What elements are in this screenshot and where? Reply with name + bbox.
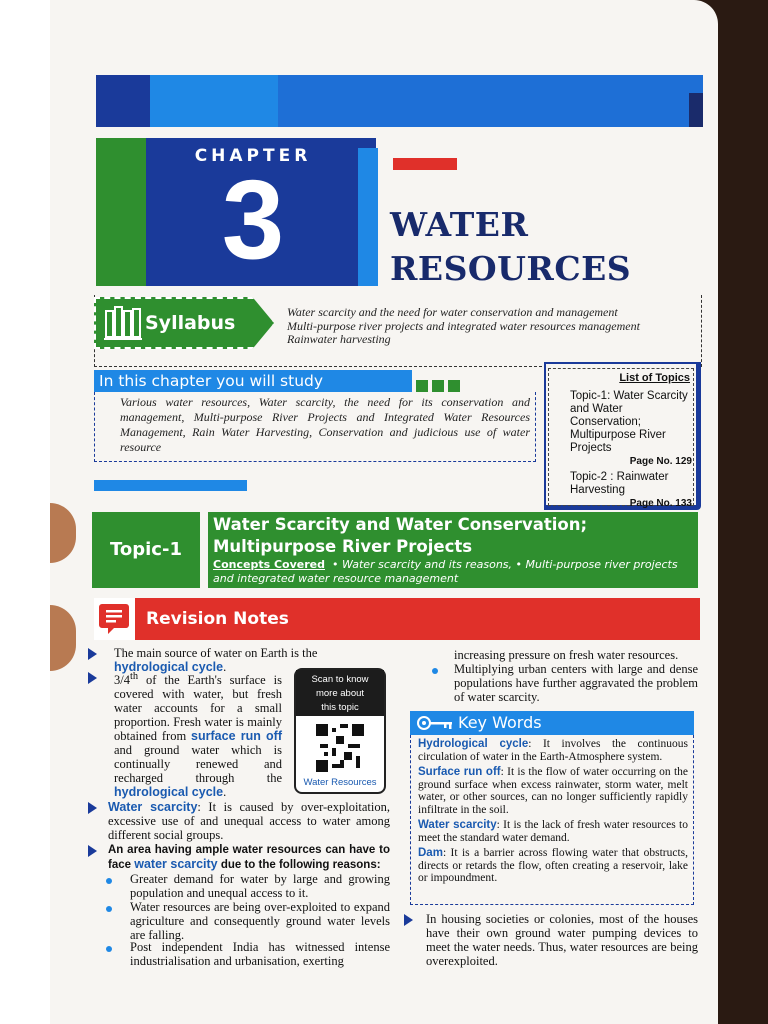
keyword: Water scarcity: [108, 800, 198, 814]
qr-heading: [296, 670, 384, 716]
topic-item-page: Page No. 133: [629, 498, 692, 509]
revision-icon-box: [94, 598, 138, 640]
qr-caption: Water Resources: [303, 777, 377, 788]
keyword-definition: : It is the lack of fresh water resources to meet the standard water demand.: [418, 819, 688, 844]
study-heading: In this chapter you will study: [94, 370, 412, 392]
keyword: water scarcity: [134, 857, 218, 871]
chapter-green-block: [96, 138, 150, 286]
syllabus-line: Rainwater harvesting: [287, 332, 391, 346]
note-text: The main source of water on Earth is the: [114, 646, 318, 660]
qr-heading-line: more about: [315, 688, 365, 699]
title-accent: [393, 158, 457, 170]
keyword-term: Hydrological cycle: [418, 738, 529, 750]
syllabus-text: [287, 306, 697, 347]
chapter-label: CHAPTER: [194, 146, 312, 166]
note-text: th: [129, 671, 139, 682]
note-last: In housing societies or colonies, most of the houses have their own ground water pumping devices to meet the water needs. Thus, water resources are being overexploited.: [426, 912, 698, 968]
keyword-entry: [418, 738, 688, 763]
study-text: Various water resources, Water scarcity, the need for its conservation and management, Multi-purpose River Projects and Integrated Water Resources Management, Rain Water Harvesting, Conservation and judicious use of water resource: [120, 395, 530, 454]
book-page: [50, 0, 718, 1024]
concepts-label: Concepts Covered: [213, 558, 325, 571]
topics-list: [570, 390, 692, 510]
keyword: hydrological cycle: [114, 785, 224, 800]
qr-heading-line: Scan to know: [311, 674, 369, 685]
keyword-term: Surface run off: [418, 766, 501, 778]
note-text: of the Earth's surface is covered with water, but fresh water accounts for a small proportion. Fresh water is mainly obtained from: [114, 673, 282, 744]
topic-label: Topic-1: [110, 539, 182, 560]
chapter-title: [390, 203, 631, 291]
books-icon: [104, 305, 142, 341]
topic-item-name: Topic-1: Water Scarcity and Water Conservation; Multipurpose River Projects: [570, 390, 688, 454]
key-icon: [416, 715, 454, 731]
keyword: surface run off: [191, 729, 283, 744]
note-continued: increasing pressure on fresh water resources.: [454, 648, 679, 662]
page-gutter: [0, 0, 50, 1024]
bullet-item: Water resources are being over-exploited to expand agriculture and consequently ground water levels are falling.: [130, 900, 390, 942]
note-text: due to the following reasons:: [220, 859, 381, 871]
qr-heading-line: this topic: [321, 702, 359, 713]
syllabus-line: Multi-purpose river projects and integrated water resources management: [287, 318, 640, 333]
note-text: : It is caused by over-exploitation, excessive use of and unequal access to water among different social groups.: [108, 800, 391, 842]
chapter-title-line1: WATER: [390, 205, 529, 244]
keyword: hydrological cycle: [114, 660, 224, 674]
keyword-definition: : It involves the continuous circulation of water in the Earth-Atmosphere system.: [418, 738, 688, 763]
bullet-item: Post independent India has witnessed intense industrialisation and urbanisation, exerting: [130, 940, 390, 968]
syllabus-label: Syllabus: [145, 312, 236, 334]
keyword-term: Dam: [418, 847, 443, 859]
keyword-definition: : It is the flow of water occurring on the ground surface when excess rainwater, storm water, melt water, or other sources, can no longer sufficiently rapidly infiltrate in the soil.: [418, 766, 688, 816]
note-text: An area having ample water resources can have to face: [108, 844, 390, 871]
chapter-blue-strip: [358, 148, 378, 286]
note-1: The main source of water on Earth is the hydrological cycle.: [114, 646, 318, 674]
topics-list-title: List of Topics: [619, 372, 690, 384]
keyword-entry: [418, 847, 688, 885]
qr-code-icon[interactable]: [316, 724, 364, 772]
chapter-title-line2: RESOURCES: [390, 249, 632, 288]
keywords-list: [418, 738, 688, 888]
keywords-heading: Key Words: [410, 711, 694, 735]
revision-label: Revision Notes: [146, 609, 289, 629]
topic-item-page: Page No. 129: [629, 456, 692, 467]
syllabus-line: Water scarcity and the need for water conservation and management: [287, 305, 618, 319]
keyword-entry: [418, 819, 688, 844]
keyword-term: Water scarcity: [418, 819, 497, 831]
bullet-item: Multiplying urban centers with large and dense populations have further aggravated the problem of water scarcity.: [454, 662, 698, 704]
note-2: 3/4th of the Earth's surface is covered with water, but fresh water accounts for a small proportion. Fresh water is mainly obtained from surface run off and ground water which is continually renewed and recharged through the hydrological cycle.: [114, 671, 283, 800]
topic-title: Water Scarcity and Water Conservation; Multipurpose River Projects: [213, 515, 588, 556]
bullet-item: Greater demand for water by large and growing population and unequal access to it.: [130, 872, 390, 900]
header-band: [96, 75, 703, 127]
note-text: and ground water which is continually renewed and recharged through the: [114, 743, 282, 786]
chapter-number: 3: [221, 157, 285, 282]
topic-concepts: [213, 558, 695, 586]
decor-square: [432, 380, 444, 392]
decor-bar: [94, 480, 247, 491]
decor-square: [416, 380, 428, 392]
note-3: [108, 800, 390, 842]
notes-icon: [94, 598, 134, 638]
keyword-definition: : It is a barrier across flowing water that obstructs, directs or retards the flow, often creating a reservoir, lake or impoundment.: [418, 847, 688, 884]
decor-square: [448, 380, 460, 392]
keyword-entry: [418, 766, 688, 816]
note-text: 3/4: [114, 673, 130, 688]
concepts-text: • Water scarcity and its reasons, • Multi-purpose river projects and integrated water resource management: [213, 558, 678, 585]
topic-item-name: Topic-2 : Rainwater Harvesting: [570, 471, 669, 496]
note-4: [108, 843, 390, 872]
